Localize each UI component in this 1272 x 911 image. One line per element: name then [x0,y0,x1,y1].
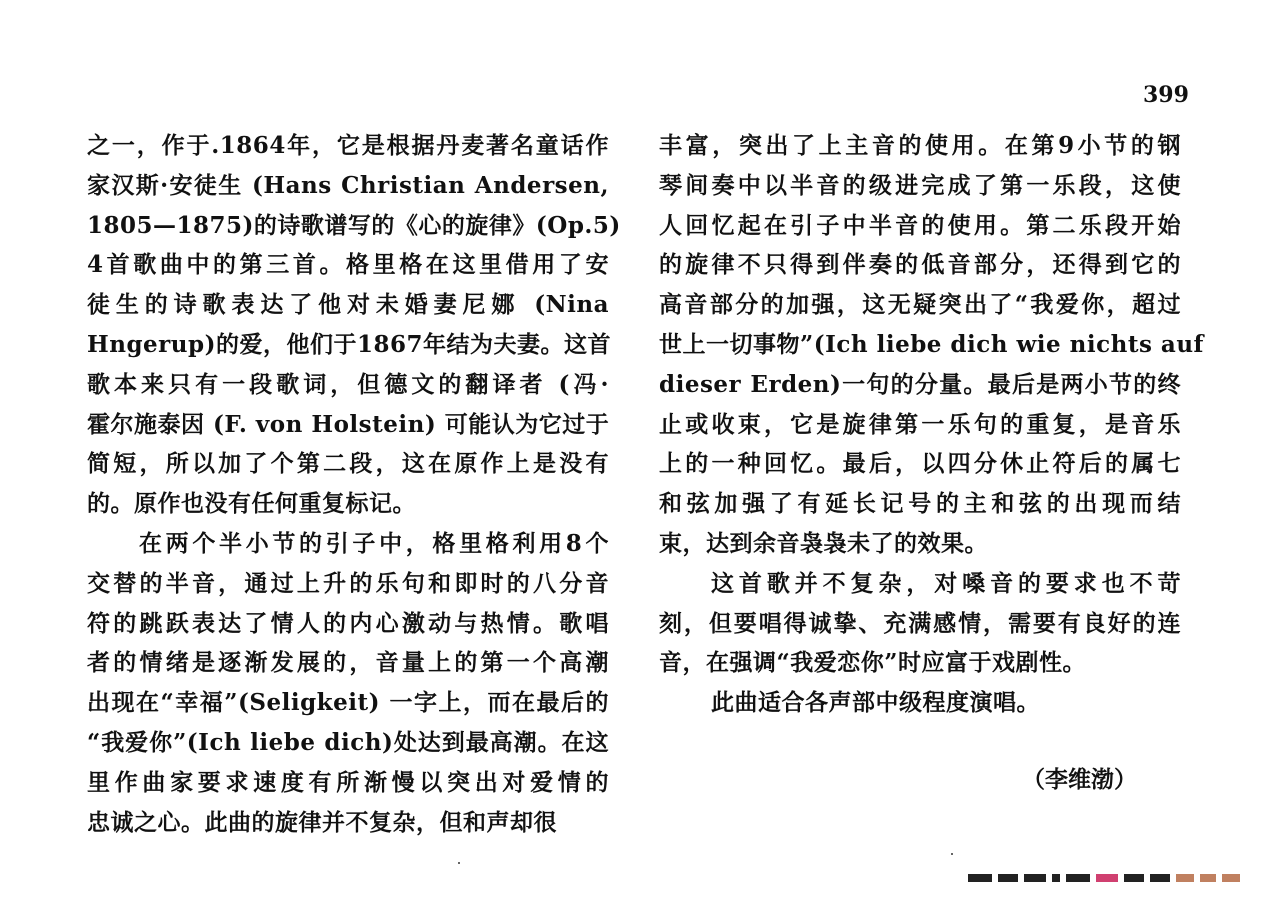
text-line: 丰富，突出了上主音的使用。在第9小节的钢 [659,132,1181,159]
text-line: 人回忆起在引子中半音的使用。第二乐段开始 [659,211,1181,239]
text-line: 忠诚之心。此曲的旋律并不复杂，但和声却很 [87,808,557,836]
text-line: 里作曲家要求速度有所渐慢以突出对爱情的 [87,768,609,796]
text-line: 音，在强调“我爱恋你”时应富于戏剧性。 [659,649,1086,677]
text-line: 止或收束，它是旋律第一乐句的重复，是音乐 [659,410,1181,438]
text-line: 束，达到余音袅袅未了的效果。 [659,529,988,557]
text-line: 徒生的诗歌表达了他对未婚妻尼娜 (Nina [87,291,609,319]
text-line: 简短，所以加了个第二段，这在原作上是没有 [87,450,609,478]
text-line: 歌本来只有一段歌词，但德文的翻译者 (冯· [87,370,609,398]
text-line: 之一，作于.1864年，它是根据丹麦著名童话作 [87,132,609,159]
text-line: 上的一种回忆。最后，以四分休止符后的属七 [659,450,1181,478]
text-line: 此曲适合各声部中级程度演唱。 [711,689,1040,717]
text-line: 的旋律不只得到伴奏的低音部分，还得到它的 [659,251,1181,279]
right-column [659,126,1204,723]
text-line: “我爱你”(Ich liebe dich)处达到最高潮。在这 [87,728,609,756]
text-line: 1805—1875)的诗歌谱写的《心的旋律》(Op.5) [87,211,621,239]
text-line: 者的情绪是逐渐发展的，音量上的第一个高潮 [87,649,609,677]
text-line: 世上一切事物”(Ich liebe dich wie nichts auf [659,330,1204,358]
text-line: Hngerup)的爱，他们于1867年结为夫妻。这首 [87,330,611,358]
text-line: 出现在“幸福”(Seligkeit) 一字上，而在最后的 [87,689,609,717]
text-line: 和弦加强了有延长记号的主和弦的出现而结 [659,490,1181,518]
text-line: 符的跳跃表达了情人的内心激动与热情。歌唱 [87,609,609,637]
text-line: 交替的半音，通过上升的乐句和即时的八分音 [87,569,609,597]
text-line: 4首歌曲中的第三首。格里格在这里借用了安 [87,251,609,279]
text-line: 高音部分的加强，这无疑突出了“我爱你，超过 [659,291,1181,319]
text-line: 的。原作也没有任何重复标记。 [87,490,416,518]
scan-speck [951,853,953,855]
text-line: 家汉斯·安徒生 (Hans Christian Andersen, [87,171,609,199]
author-signature: （李维渤） [1022,766,1137,793]
text-line: 琴间奏中以半音的级进完成了第一乐段，这使 [659,171,1181,199]
watermark-logo [968,868,1240,882]
page-number: 399 [1143,82,1189,108]
text-line: 这首歌并不复杂，对嗓音的要求也不苛 [711,569,1181,597]
left-column [87,126,621,842]
text-line: 霍尔施泰因 (F. von Holstein) 可能认为它过于 [87,410,610,438]
text-line: dieser Erden)一句的分量。最后是两小节的终 [659,370,1181,398]
text-line: 刻，但要唱得诚挚、充满感情，需要有良好的连 [659,609,1181,637]
text-line: 在两个半小节的引子中，格里格利用8个 [139,529,609,557]
scan-speck [458,862,460,864]
